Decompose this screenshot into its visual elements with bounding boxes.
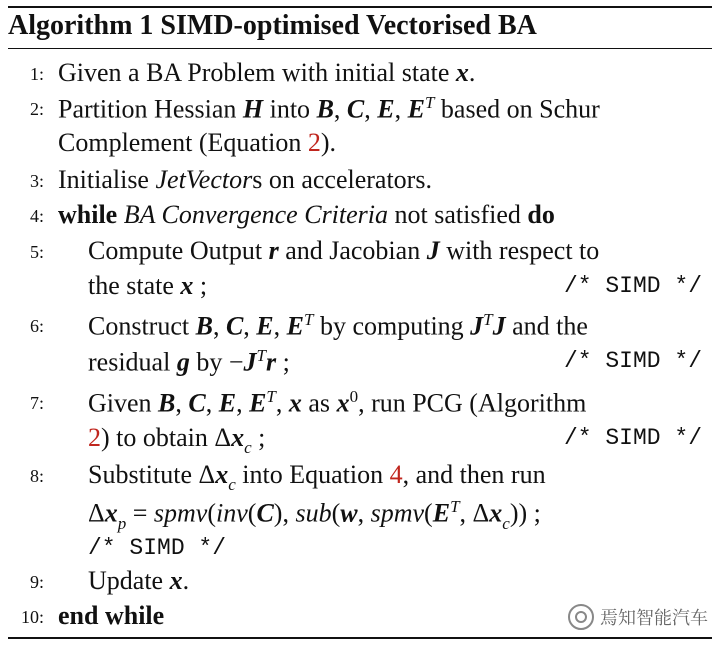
algorithm-line-8-comment: [0, 533, 712, 568]
line-number: 2:: [29, 99, 44, 119]
simd-comment: /* SIMD */: [563, 348, 702, 374]
equation-reference-link[interactable]: 2: [307, 128, 321, 157]
algorithm-line-8: 8: Substitute $\Delta x_c$ into Equation 4, and then run: [0, 460, 712, 495]
algorithm-line-7-continued: 2) to obtain $\Delta x_c$ ; /* SIMD */: [88, 423, 702, 458]
algorithm-line-8-formula: $\Delta x_p$ = spmv(inv(C), sub(w, $spmv(E^T$, $\Delta x_c$)) ;: [88, 497, 541, 533]
algorithm-line-2-continued: Complement (Equation 2).: [58, 128, 337, 157]
algorithm-line-6: 6: Construct B, C, E, $E^T$ by computing $J^TJ$ and the: [0, 310, 712, 345]
bottom-rule: [8, 637, 712, 639]
algorithm-line-5: 5: Compute Output r and Jacobian J with respect to: [0, 236, 712, 271]
simd-comment: /* SIMD */: [563, 425, 702, 451]
title-rule: [8, 48, 712, 49]
algorithm-line-5-continued: the state x ; /* SIMD */: [88, 271, 702, 300]
line-number: 4:: [29, 206, 44, 226]
algorithm-reference-link[interactable]: 2: [88, 423, 101, 452]
algorithm-line-9: 9: Update x.: [0, 566, 712, 601]
algorithm-line-10: 10: end while: [0, 601, 712, 636]
simd-comment: /* SIMD */: [563, 273, 702, 299]
line-number: 9:: [29, 572, 44, 592]
watermark: [568, 604, 708, 630]
top-rule: [8, 6, 712, 8]
line-number: 6:: [29, 316, 44, 336]
line-number: 8:: [29, 466, 44, 486]
simd-comment: /* SIMD */: [88, 535, 227, 561]
algorithm-line-4: 4: while BA Convergence Criteria not satisfied do: [0, 200, 712, 235]
line-number: 1:: [29, 64, 44, 84]
line-number: 5:: [29, 242, 44, 262]
algorithm-line-7: 7: Given B, C, E, $E^T$, x as $x^0$, run PCG (Algorithm: [0, 387, 712, 422]
line-number: 3:: [29, 171, 44, 191]
algorithm-line-6-continued: residual g by $-J^Tr$ ; /* SIMD */: [88, 346, 702, 377]
equation-reference-link[interactable]: 4: [389, 460, 403, 489]
line-number: 10:: [20, 607, 44, 627]
algorithm-line-1: 1: Given a BA Problem with initial state x.: [0, 58, 712, 93]
algorithm-line-3: 3: Initialise JetVectors on accelerators.: [0, 165, 712, 200]
wechat-logo-icon: [568, 604, 594, 630]
line-number: 7:: [29, 393, 44, 413]
watermark-text: 焉知智能汽车: [600, 608, 708, 629]
algorithm-line-2: 2: Partition Hessian H into B, C, E, $E^T$ based on Schur: [0, 93, 712, 128]
algorithm-title: Algorithm 1 SIMD-optimised Vectorised BA: [8, 10, 537, 41]
